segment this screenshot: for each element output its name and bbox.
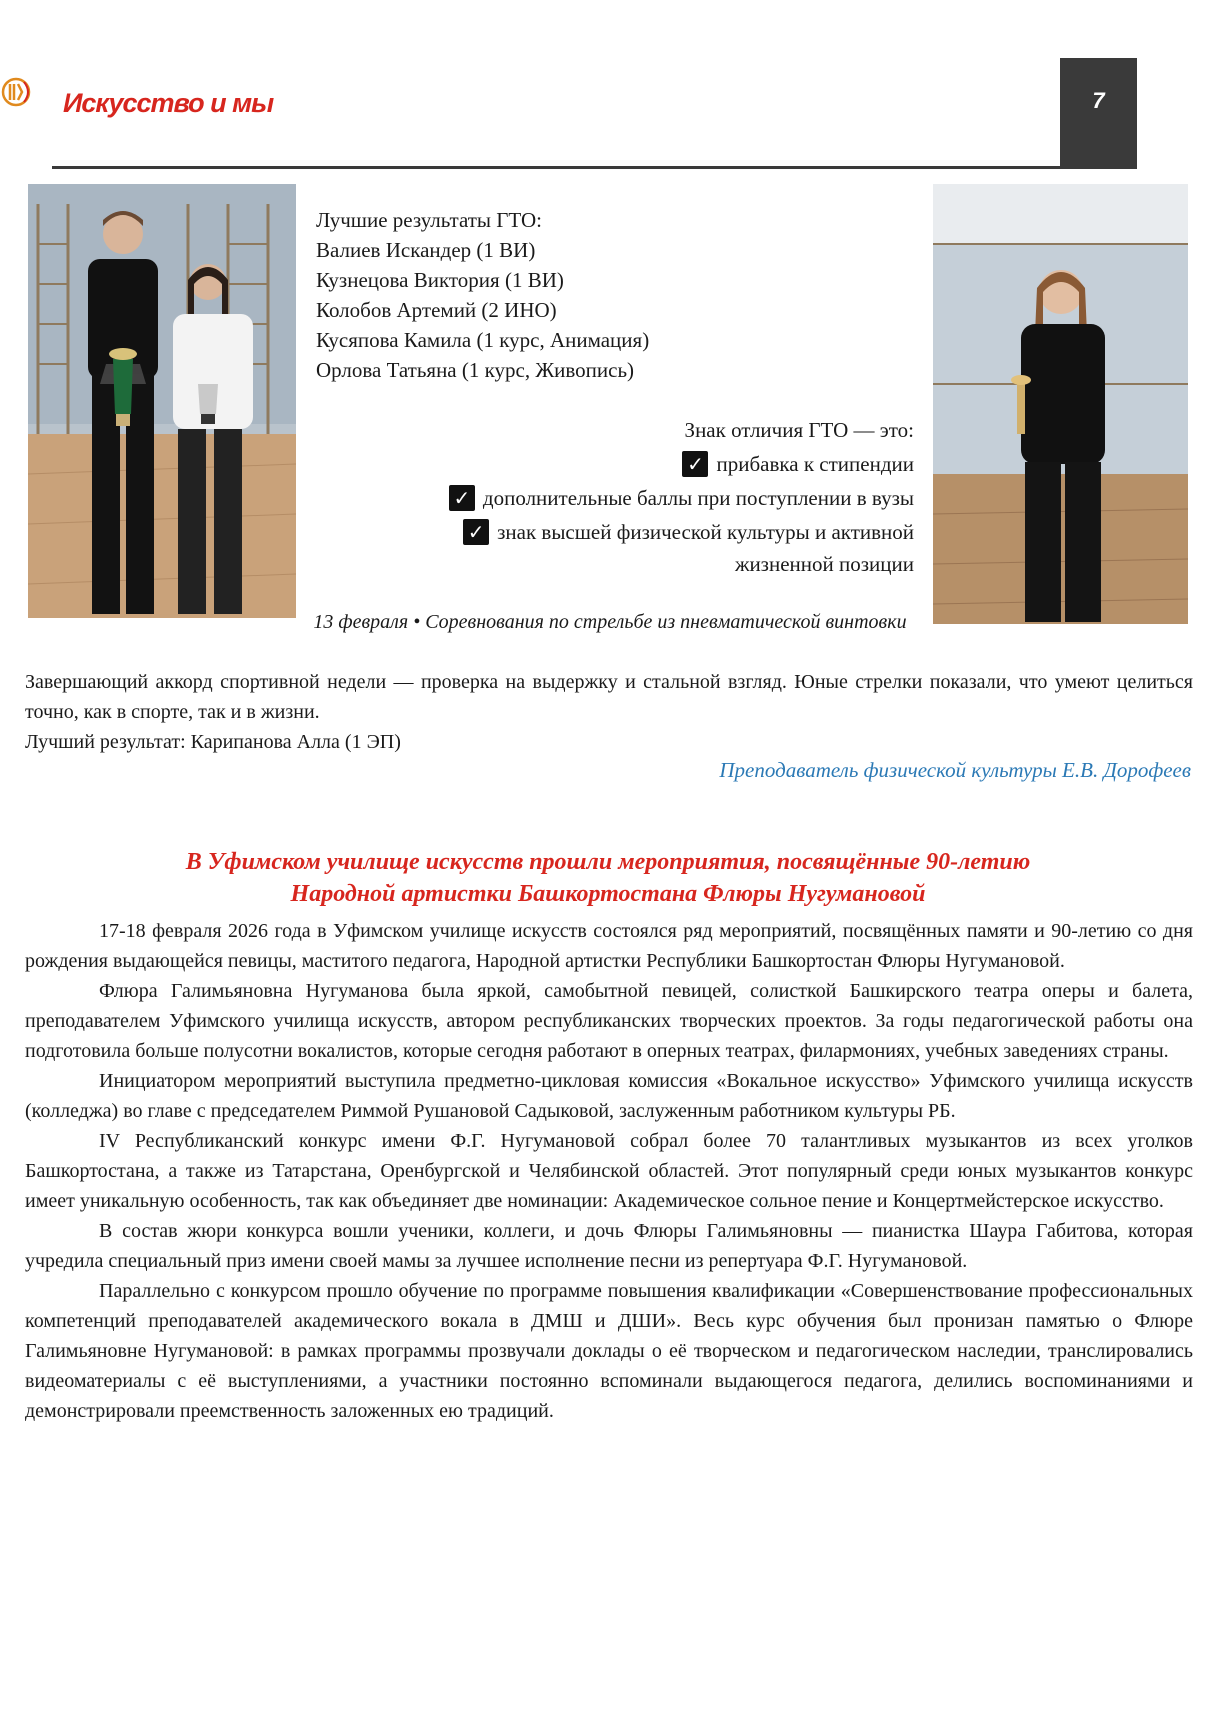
gto-winner: Кузнецова Виктория (1 ВИ) xyxy=(316,268,564,292)
gto-results-heading: Лучшие результаты ГТО: xyxy=(316,208,542,232)
benefit-item-label: прибавка к стипендии xyxy=(716,451,914,476)
article-body xyxy=(25,916,1193,1426)
magazine-title: Искусство и мы xyxy=(63,88,274,118)
shooting-best-result: Лучший результат: Карипанова Алла (1 ЭП) xyxy=(25,731,401,753)
article-title-line: В Уфимском училище искусств прошли мероприятия, посвящённые 90-летию xyxy=(185,849,1031,875)
article-title-line: Народной артистки Башкортостана Флюры Нугумановой xyxy=(290,881,926,907)
benefit-item-continuation: жизненной позиции xyxy=(734,552,914,576)
article-paragraph: В состав жюри конкурса вошли ученики, коллеги, и дочь Флюры Галимьяновны — пианистка Шаура Габитова, которая учредила специальный приз имени своей мамы за лучшее исполнение песни из репертуара Ф.Г. Нугумановой. xyxy=(25,1220,1193,1272)
photo-shooting-winner xyxy=(933,184,1188,624)
article-paragraph: IV Республиканский конкурс имени Ф.Г. Нугумановой собрал более 70 талантливых музыкантов из всех уголков Башкортостана, а также из Татарстана, Оренбургской и Челябинской областей. Этот популярный среди юных музыкантов конкурс имеет уникальную особенность, так как объединяет две номинации: Академическое сольное пение и Концертмейстерское искусство. xyxy=(25,1130,1193,1212)
gto-winner: Кусяпова Камила (1 курс, Анимация) xyxy=(316,328,650,352)
gto-results xyxy=(316,205,649,385)
article-paragraph: Флюра Галимьяновна Нугуманова была яркой, самобытной певицей, солисткой Башкирского театра оперы и балета, преподавателем Уфимского училища искусств, автором республиканских творческих проектов. За годы педагогической работы она подготовила больше полусотни вокалистов, которые сегодня работают в оперных театрах, филармониях, учебных заведениях страны. xyxy=(25,980,1193,1062)
benefit-item xyxy=(449,515,914,549)
article-paragraph: Параллельно с конкурсом прошло обучение по программе повышения квалификации «Совершенствование профессиональных компетенций преподавателей академического вокала в ДМШ и ДШИ». Весь курс обучения был пронизан памятью о Флюре Галимьяновне Нугумановой: в рамках программы прозвучали доклады о её творческом и педагогическом наследии, транслировались видеоматериалы с её выступлениями, а участники постоянно вспоминали выдающегося педагога, делились воспоминаниями и демонстрировали преемственность заложенных ею традиций. xyxy=(25,1280,1193,1422)
shooting-text: Завершающий аккорд спортивной недели — проверка на выдержку и стальной взгляд. Юные стрелки показали, что умеют целиться точно, как в спорте, так и в жизни. xyxy=(25,671,1193,723)
page-number: 7 xyxy=(1092,88,1105,113)
article-paragraph: Инициатором мероприятий выступила предметно-цикловая комиссия «Вокальное искусство» Уфимского училища искусств (колледжа) во главе с председателем Риммой Рушановой Садыковой, заслуженным работником культуры РБ. xyxy=(25,1070,1193,1122)
article-author: Преподаватель физической культуры Е.В. Дорофеев xyxy=(719,758,1191,782)
article-paragraph: 17-18 февраля 2026 года в Уфимском училище искусств состоялся ряд мероприятий, посвящённых памяти и 90-летию со дня рождения выдающейся певицы, маститого педагога, Народной артистки Республики Башкортостан Флюры Нугумановой. xyxy=(25,920,1193,972)
checkbox-checked-icon: ✓ xyxy=(449,485,475,511)
article-title xyxy=(80,846,1136,910)
benefit-item-label: дополнительные баллы при поступлении в вузы xyxy=(482,485,914,510)
gto-benefits-heading: Знак отличия ГТО — это: xyxy=(684,417,914,442)
gto-winner: Орлова Татьяна (1 курс, Живопись) xyxy=(316,358,635,382)
gto-winner: Валиев Искандер (1 ВИ) xyxy=(316,238,536,262)
benefit-item-label: знак высшей физической культуры и активной xyxy=(497,519,914,544)
checkbox-checked-icon: ✓ xyxy=(682,451,708,477)
benefit-item xyxy=(449,481,914,515)
checkbox-checked-icon: ✓ xyxy=(463,519,489,545)
header-divider xyxy=(52,166,1137,169)
shooting-section xyxy=(25,667,1193,757)
college-logo-icon xyxy=(0,72,36,112)
page-number-box xyxy=(1060,58,1137,168)
gto-benefits xyxy=(449,413,914,579)
gto-winner: Колобов Артемий (2 ИНО) xyxy=(316,298,557,322)
photo-gto-winners xyxy=(28,184,296,618)
shooting-event-caption: 13 февраля • Соревнования по стрельбе из пневматической винтовки xyxy=(313,611,907,633)
benefit-item xyxy=(449,447,914,481)
